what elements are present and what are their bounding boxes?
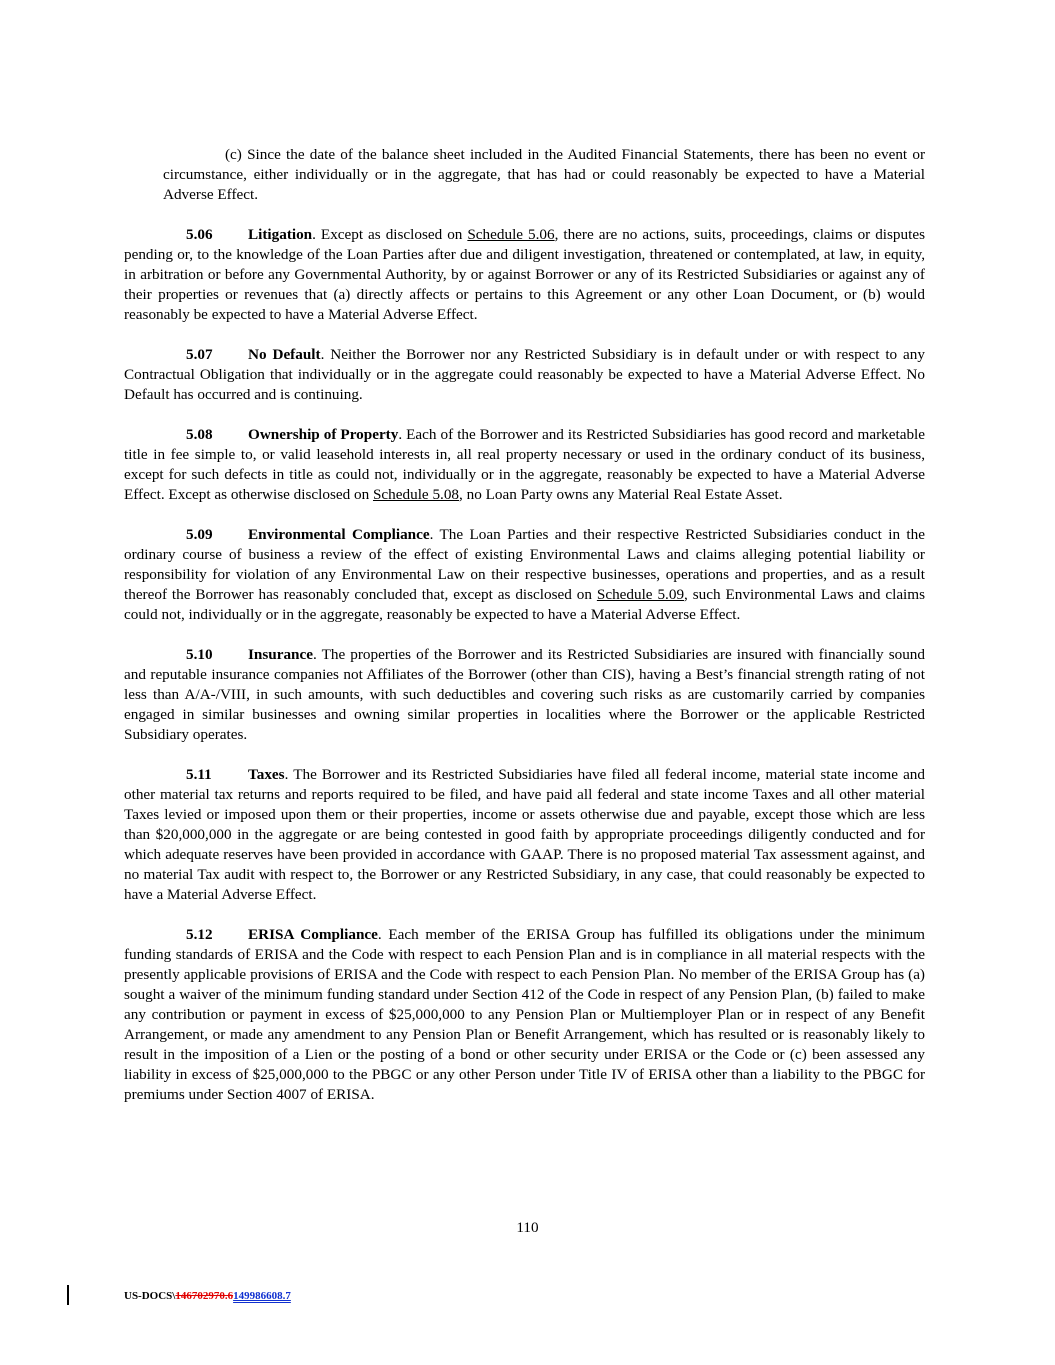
section-text: . The Borrower and its Restricted Subsidiaries have filed all federal income, material state income and other material tax returns and reports required to be filed, and have paid all federal and state income Taxes and all other material Taxes levied or imposed upon them or their properties, income or assets otherwise due and payable, except those which are less than $20,000,000 in the aggregate or are being contested in good faith by appropriate proceedings diligently conducted and for which adequate reserves have been provided in accordance with GAAP. There is no proposed material Tax assessment against, and no material Tax audit with respect to, the Borrower or any Restricted Subsidiary, in any case, that could reasonably be expected to have a Material Adverse Effect.: [124, 766, 925, 903]
revision-change-bar: [67, 1285, 69, 1305]
section-5-09: [124, 525, 925, 625]
section-text: . The Loan Parties and their respective Restricted Subsidiaries conduct in the ordinary course of business a review of the effect of existing Environmental Laws and claims alleging potential liability or responsibility for violation of any Environmental Law on their respective businesses, operations and properties, and as a result thereof the Borrower has reasonably concluded that, except as disclosed on: [124, 526, 925, 603]
section-title: Taxes: [248, 766, 285, 783]
section-number: 5.06: [186, 226, 213, 243]
section-title: Litigation: [248, 226, 313, 243]
section-title: Insurance: [248, 646, 313, 663]
schedule-5-08-link[interactable]: Schedule 5.08: [372, 486, 460, 503]
section-text: , such Environmental Laws and claims could not, individually or in the aggregate, reasonably be expected to have a Material Adverse Effect.: [124, 586, 926, 623]
section-5-12: [124, 925, 925, 1105]
section-5-08: [124, 425, 925, 505]
section-5-11: [124, 765, 925, 905]
section-title: ERISA Compliance: [248, 926, 378, 943]
section-5-10: [124, 645, 925, 745]
document-id-footer: [124, 1289, 291, 1303]
section-number: 5.09: [186, 526, 213, 543]
section-text: . Neither the Borrower nor any Restricted Subsidiary is in default under or with respect to any Contractual Obligation that individually or in the aggregate could reasonably be expected to have a Material Adverse Effect. No Default has occurred and is continuing.: [124, 346, 925, 403]
section-number: 5.12: [186, 926, 213, 943]
section-number: 5.07: [186, 346, 213, 363]
section-title: No Default: [248, 346, 321, 363]
section-text: . Each of the Borrower and its Restricted Subsidiaries has good record and marketable title in fee simple to, or valid leasehold interests in, all real property necessary or used in the ordinary conduct of its business, except for such defects in title as could not, individually or in the aggregate, reasonably be expected to have a Material Adverse Effect. Except as otherwise disclosed on: [124, 426, 925, 503]
section-text: , there are no actions, suits, proceedings, claims or disputes pending or, to the knowledge of the Loan Parties after due and diligent investigation, threatened or contemplated, at law, in equity, in arbitration or before any Governmental Authority, by or against Borrower or any of its Restricted Subsidiaries or against any of their properties or revenues that (a) directly affects or pertains to this Agreement or any other Loan Document, or (b) would reasonably be expected to have a Material Adverse Effect.: [124, 226, 925, 323]
section-text: . Each member of the ERISA Group has fulfilled its obligations under the minimum funding standards of ERISA and the Code with respect to each Pension Plan and is in compliance in all material respects with the presently applicable provisions of ERISA and the Code with respect to each Pension Plan. No member of the ERISA Group has (a) sought a waiver of the minimum funding standard under Section 412 of the Code in respect of any Pension Plan, (b) failed to make any contribution or payment in excess of $25,000,000 to any Pension Plan or Multiemployer Plan or in respect of any Benefit Arrangement, or made any amendment to any Pension Plan or Benefit Arrangement, which has resulted or is reasonably likely to result in the imposition of a Lien or the posting of a bond or other security under ERISA or the Code or (c) been assessed any liability in excess of $25,000,000 to the PBGC or any other Person under Title IV of ERISA other than a liability to the PBGC for premiums under Section 4007 of ERISA.: [124, 926, 925, 1103]
schedule-5-09-link[interactable]: Schedule 5.09: [596, 586, 685, 603]
schedule-5-06-link[interactable]: Schedule 5.06: [467, 226, 555, 243]
section-text: . Except as disclosed on: [312, 226, 468, 243]
section-5-06: [124, 225, 925, 325]
section-text: . The properties of the Borrower and its Restricted Subsidiaries are insured with financially sound and reputable insurance companies not Affiliates of the Borrower (other than CIS), having a Best’s financial strength rating of not less than A/A-/VIII, in such amounts, with such deductibles and covering such risks as are customarily carried by companies engaged in similar businesses and owning similar properties in localities where the Borrower or the applicable Restricted Subsidiary operates.: [124, 646, 925, 743]
doc-id-inserted: 149986608.7: [233, 1290, 291, 1302]
doc-id-deleted: 146702970.6: [175, 1290, 234, 1302]
document-body: [124, 145, 925, 1125]
section-number: 5.10: [186, 646, 213, 663]
section-title: Ownership of Property: [248, 426, 399, 443]
section-5-07: [124, 345, 925, 405]
section-text: , no Loan Party owns any Material Real Estate Asset.: [459, 486, 783, 503]
section-title: Environmental Compliance: [248, 526, 430, 543]
page-number: 110: [516, 1219, 539, 1236]
paragraph-c: (c) Since the date of the balance sheet included in the Audited Financial Statements, there has been no event or circumstance, either individually or in the aggregate, that has had or could reasonably be expected to have a Material Adverse Effect.: [163, 146, 925, 203]
section-number: 5.08: [186, 426, 213, 443]
section-number: 5.11: [186, 766, 212, 783]
doc-id-prefix: US-DOCS\: [124, 1290, 176, 1302]
